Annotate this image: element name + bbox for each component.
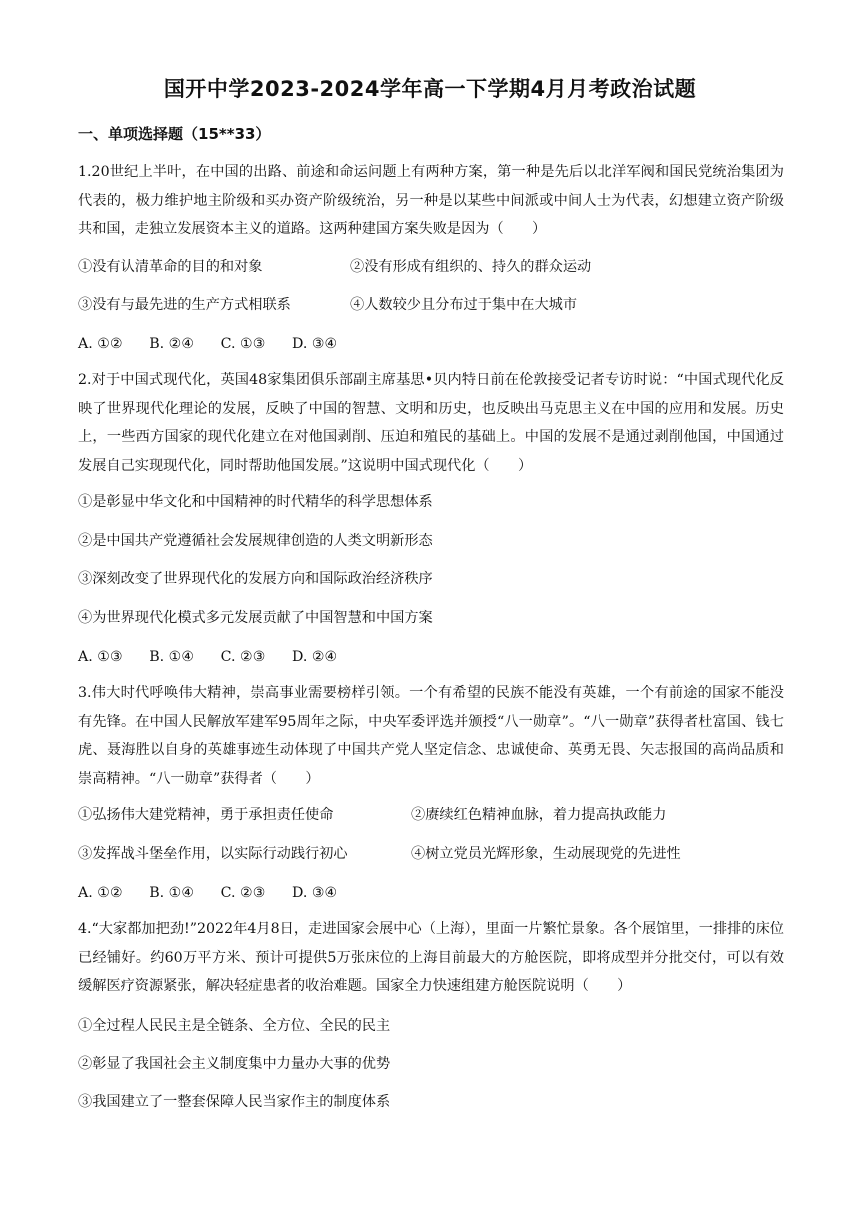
question-1-options-row-2 [78,293,784,317]
question-1-answer-a: A. ①② [78,336,123,352]
question-3-options-row-2 [78,842,784,866]
question-3-option-4: ④树立党员光辉形象，生动展现党的先进性 [411,846,681,862]
exam-title: 国开中学2023-2024学年高一下学期4月月考政治试题 [163,77,697,101]
question-4-option-1: ①全过程人民民主是全链条、全方位、全民的民主 [78,1018,391,1034]
section-heading: 一、单项选择题（15**33） [78,125,271,143]
question-3-options-row-1 [78,803,784,827]
question-4-option-2: ②彰显了我国社会主义制度集中力量办大事的优势 [78,1056,391,1072]
question-3-option-3: ③发挥战斗堡垒作用，以实际行动践行初心 [78,846,348,862]
question-1-option-1: ①没有认清革命的目的和对象 [78,259,263,275]
question-1-answers [78,332,337,356]
question-3-answer-b: B. ①④ [149,885,195,901]
question-4-stem: 4.“大家都加把劲!”2022年4月8日，走进国家会展中心（上海），里面一片繁忙景象。各个展馆里，一排排的床位已经铺好。约60万平方米、预计可提供5万张床位的上海目前最大的方舱医院，即将成型并分批交付，可以有效缓解医疗资源紧张，解决轻症患者的收治难题。国家全力快速组建方舱医院说明（ ） [78,921,784,994]
question-1-options-row-1 [78,255,784,279]
question-1-option-2: ②没有形成有组织的、持久的群众运动 [350,259,592,275]
question-2-option-2: ②是中国共产党遵循社会发展规律创造的人类文明新形态 [78,533,433,549]
question-1-option-3: ③没有与最先进的生产方式相联系 [78,297,291,313]
question-2-answer-c: C. ②③ [220,649,266,665]
question-2-option-3: ③深刻改变了世界现代化的发展方向和国际政治经济秩序 [78,571,433,587]
question-4-option-3: ③我国建立了一整套保障人民当家作主的制度体系 [78,1094,391,1110]
question-3-answer-a: A. ①② [78,885,123,901]
question-1-stem: 1.20世纪上半叶，在中国的出路、前途和命运问题上有两种方案，第一种是先后以北洋军阀和国民党统治集团为代表的，极力维护地主阶级和买办资产阶级统治，另一种是以某些中间派或中间人士为代表，幻想建立资产阶级共和国，走独立发展资本主义的道路。这两种建国方案失败是因为（ ） [78,164,784,237]
question-3-stem: 3.伟大时代呼唤伟大精神，崇高事业需要榜样引领。一个有希望的民族不能没有英雄，一个有前途的国家不能没有先锋。在中国人民解放军建军95周年之际，中央军委评选并颁授“八一勋章”。“八一勋章”获得者杜富国、钱七虎、聂海胜以自身的英雄事迹生动体现了中国共产党人坚定信念、忠诚使命、英勇无畏、矢志报国的高尚品质和崇高精神。“八一勋章”获得者（ ） [78,685,784,787]
question-2-stem: 2.对于中国式现代化，英国48家集团俱乐部副主席基思•贝内特日前在伦敦接受记者专访时说：“中国式现代化反映了世界现代化理论的发展，反映了中国的智慧、文明和历史，也反映出马克思主义在中国的应用和发展。历史上，一些西方国家的现代化建立在对他国剥削、压迫和殖民的基础上。中国的发展不是通过剥削他国，中国通过发展自己实现现代化，同时帮助他国发展。”这说明中国式现代化（ ） [78,372,784,474]
question-2-answers [78,645,337,669]
question-2-option-1: ①是彰显中华文化和中国精神的时代精华的科学思想体系 [78,494,433,510]
question-1-option-4: ④人数较少且分布过于集中在大城市 [350,297,578,313]
question-1-answer-d: D. ③④ [291,336,338,352]
question-2-answer-b: B. ①④ [149,649,195,665]
question-3-answer-c: C. ②③ [220,885,266,901]
question-3-answers [78,881,337,905]
question-1-answer-b: B. ②④ [149,336,195,352]
question-3-option-1: ①弘扬伟大建党精神，勇于承担责任使命 [78,807,334,823]
question-3-answer-d: D. ③④ [291,885,338,901]
question-1-answer-c: C. ①③ [220,336,266,352]
question-2-answer-d: D. ②④ [291,649,338,665]
question-2-option-4: ④为世界现代化模式多元发展贡献了中国智慧和中国方案 [78,610,433,626]
question-2-answer-a: A. ①③ [78,649,123,665]
question-3-option-2: ②赓续红色精神血脉，着力提高执政能力 [411,807,667,823]
